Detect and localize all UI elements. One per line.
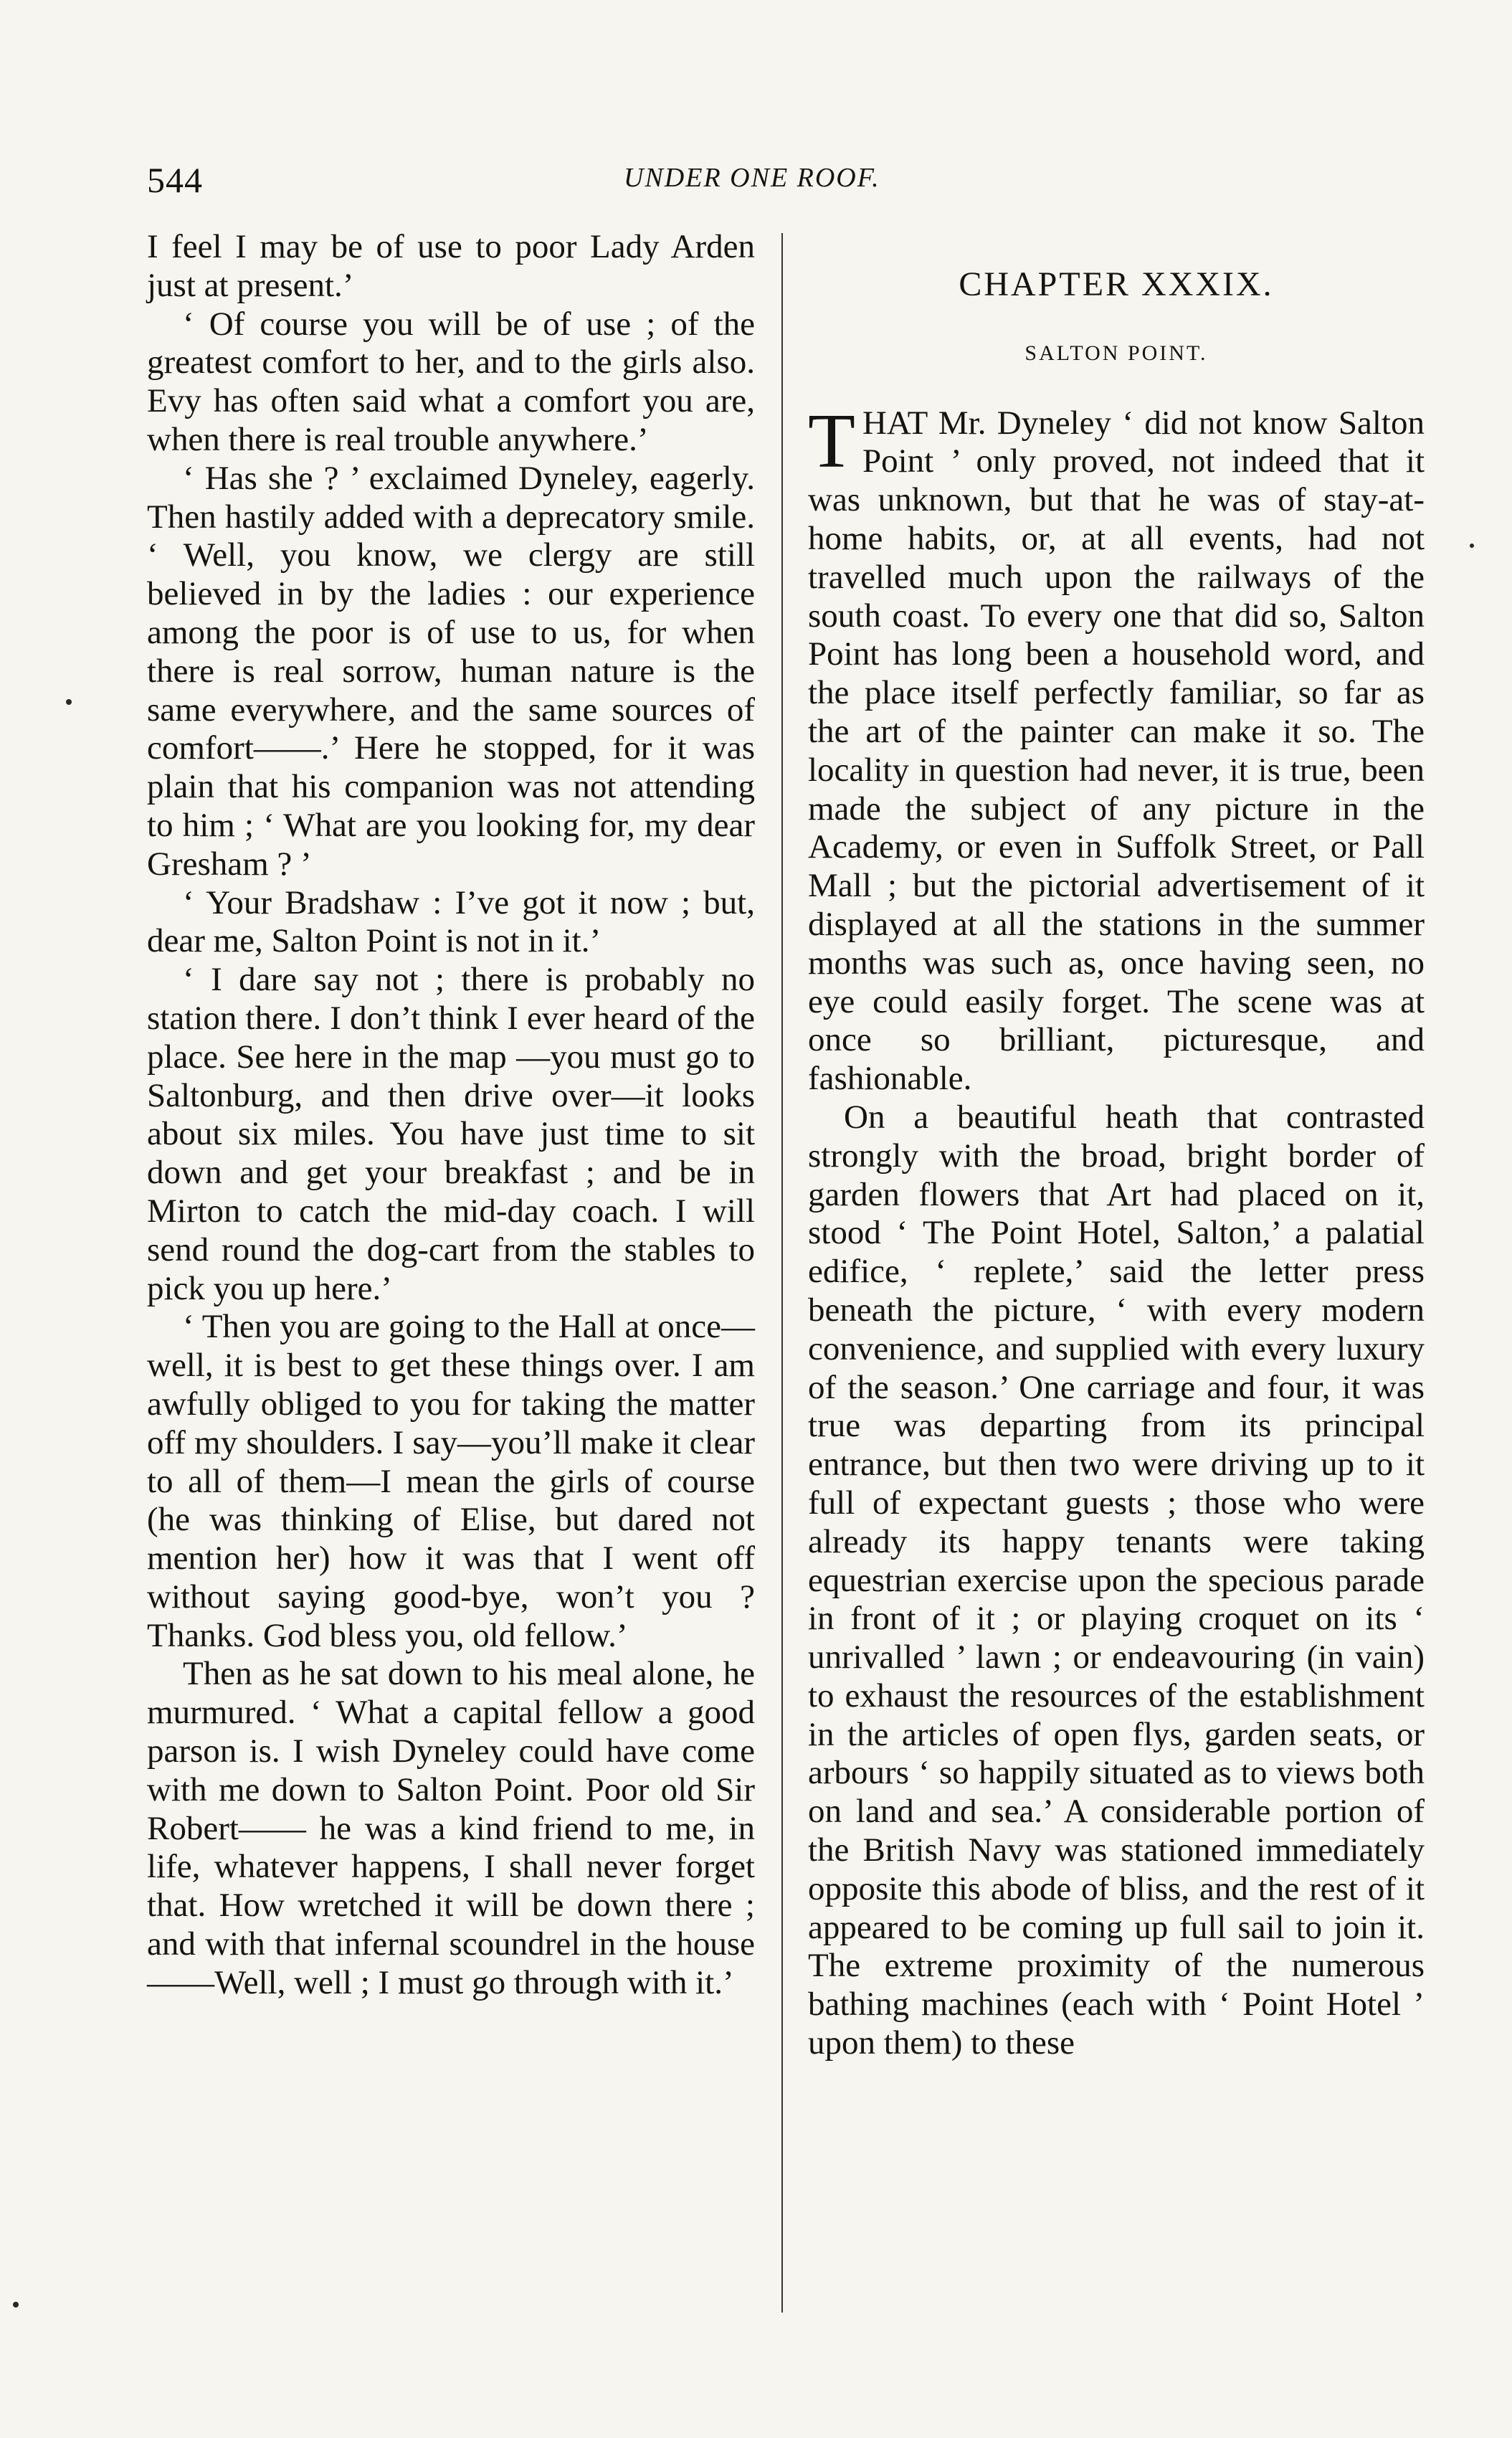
- running-head: UNDER ONE ROOF.: [624, 163, 880, 193]
- left-column: [147, 228, 755, 2003]
- paragraph: On a beautiful heath that contrasted strongly with the broad, bright border of garden flowers that Art had placed on it, stood ‘ The Point Hotel, Salton,’ a palatial edifice, ‘ replete,’ said the letter press beneath the picture, ‘ with every modern convenience, and supplied with every luxury of the season.’ One carriage and four, it was true was departing from its principal entrance, but then two were driving up to it full of expectant guests ; those who were already its happy tenants were taking equestrian exercise upon the specious parade in front of it ; or playing croquet on its ‘ unrivalled ’ lawn ; or endeavouring (in vain) to exhaust the resources of the establishment in the articles of open flys, garden seats, or arbours ‘ so happily situated as to views both on land and sea.’ A considerable portion of the British Navy was stationed immediately opposite this abode of bliss, and the rest of it appeared to be coming up full sail to join it. The extreme proximity of the numerous bathing machines (each with ‘ Point Hotel ’ upon them) to these: [808, 1098, 1425, 2062]
- paragraph: ‘ I dare say not ; there is probably no station there. I don’t think I ever heard of the place. See here in the map —you must go to Saltonburg, and then drive over—it looks about six miles. You have just time to sit down and get your breakfast ; and be in Mirton to catch the mid-day coach. I will send round the dog-cart from the stables to pick you up here.’: [147, 961, 755, 1307]
- chapter-subtitle: SALTON POINT.: [1024, 341, 1208, 365]
- page-number: 544: [147, 160, 203, 200]
- paragraph: ‘ Of course you will be of use ; of the greatest comfort to her, and to the girls also. Evy has often said what a comfort you are, when there is real trouble anywhere.’: [147, 305, 755, 458]
- column-divider: [781, 233, 783, 2313]
- chapter-opening-paragraph: [808, 398, 1425, 1099]
- right-column: [808, 265, 1425, 2063]
- stray-mark: [13, 2302, 19, 2307]
- paragraph: ‘ Then you are going to the Hall at once—well, it is best to get these things over. I am awfully obliged to you for taking the matter off my shoulders. I say—you’ll make it clear to all of them—I mean the girls of course (he was thinking of Elise, but dared not mention her) how it was that I went off without saying good-bye, won’t you ? Thanks. God bless you, old fellow.’: [147, 1308, 755, 1654]
- paragraph: ‘ Has she ? ’ exclaimed Dyneley, eagerly. Then hastily added with a deprecatory smile. ‘ Well, you know, we clergy are still believed in by the ladies : our experience among the poor is of use to us, for when there is real sorrow, human nature is the same everywhere, and the same sources of comfort——.’ Here he stopped, for it was plain that his companion was not attending to him ; ‘ What are you looking for, my dear Gresham ? ’: [147, 459, 755, 883]
- paragraph: ‘ Your Bradshaw : I’ve got it now ; but, dear me, Salton Point is not in it.’: [147, 883, 755, 960]
- paragraph: Then as he sat down to his meal alone, he murmured. ‘ What a capital fellow a good parson is. I wish Dyneley could have come with me down to Salton Point. Poor old Sir Robert—— he was a kind friend to me, in life, whatever happens, I shall never forget that. How wretched it will be down there ; and with that infernal scoundrel in the house——Well, well ; I must go through with it.’: [147, 1655, 755, 2001]
- paragraph-text: HAT Mr. Dyneley ‘ did not know Salton Point ’ only proved, not indeed that it was unknown, but that he was of stay-at-home habits, or, at all events, had not travelled much upon the railways of the south coast. To every one that did so, Salton Point has long been a household word, and the place itself perfectly familiar, so far as the art of the painter can make it so. The locality in question had never, it is true, been made the subject of any picture in the Academy, or even in Suffolk Street, or Pall Mall ; but the pictorial advertisement of it displayed at all the stations in the summer months was such as, once having seen, no eye could easily forget. The scene was at once so brilliant, picturesque, and fashionable.: [808, 404, 1425, 1098]
- stray-mark: [1470, 544, 1474, 548]
- page-header: [147, 159, 1437, 202]
- stray-mark: [66, 699, 72, 705]
- chapter-title: CHAPTER XXXIX.: [959, 265, 1274, 303]
- paragraph: I feel I may be of use to poor Lady Arden just at present.’: [147, 228, 755, 304]
- drop-cap: T: [808, 398, 855, 484]
